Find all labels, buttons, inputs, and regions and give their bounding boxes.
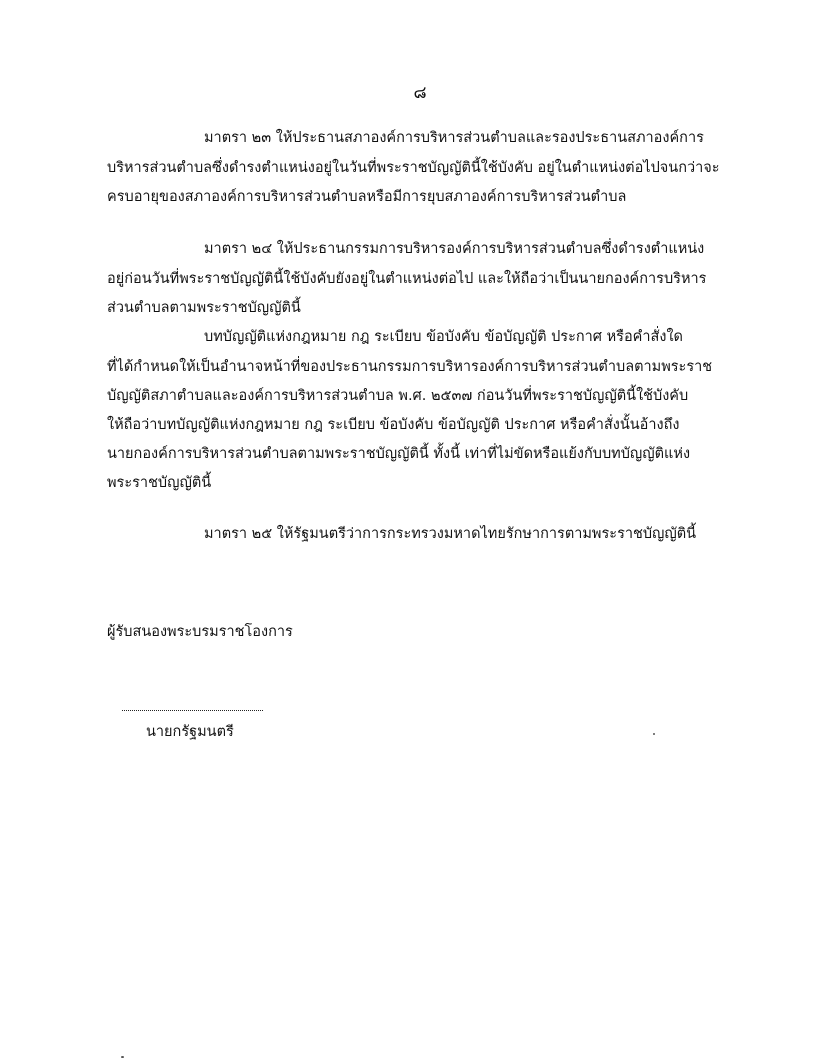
section-24-para2-line-6: พระราชบัญญัตินี้	[107, 475, 212, 491]
scan-speck	[653, 733, 655, 735]
section-24-para2-line-5: นายกองค์การบริหารส่วนตำบลตามพระราชบัญญัตินี้ ทั้งนี้ เท่าที่ไม่ขัดหรือแย้งกับบทบัญญัติแห่ง	[107, 446, 691, 462]
signature-title: นายกรัฐมนตรี	[146, 724, 234, 740]
section-23-line-1: มาตรา ๒๓ ให้ประธานสภาองค์การบริหารส่วนตำบลและรองประธานสภาองค์การ	[204, 130, 704, 146]
section-24-para2-line-2: ที่ได้กำหนดให้เป็นอำนาจหน้าที่ของประธานกรรมการบริหารองค์การบริหารส่วนตำบลตามพระราช	[107, 359, 713, 375]
section-24-line-1: มาตรา ๒๔ ให้ประธานกรรมการบริหารองค์การบริหารส่วนตำบลซึ่งดำรงตำแหน่ง	[204, 241, 705, 257]
page-number: ๘	[413, 83, 427, 103]
section-24-para2-line-3: บัญญัติสภาตำบลและองค์การบริหารส่วนตำบล พ.ศ. ๒๕๓๗ ก่อนวันที่พระราชบัญญัตินี้ใช้บังคับ	[107, 388, 689, 404]
section-23-line-2: บริหารส่วนตำบลซึ่งดำรงตำแหน่งอยู่ในวันที่พระราชบัญญัตินี้ใช้บังคับ อยู่ในตำแหน่งต่อไปจนกว่าจะ	[107, 160, 720, 176]
section-24-line-3: ส่วนตำบลตามพระราชบัญญัตินี้	[107, 300, 301, 316]
countersign-heading: ผู้รับสนองพระบรมราชโองการ	[107, 624, 293, 640]
scan-speck	[121, 1056, 124, 1058]
section-24-para2-line-1: บทบัญญัติแห่งกฎหมาย กฎ ระเบียบ ข้อบังคับ ข้อบัญญัติ ประกาศ หรือคำสั่งใด	[204, 329, 683, 345]
section-24-line-2: อยู่ก่อนวันที่พระราชบัญญัตินี้ใช้บังคับยังอยู่ในตำแหน่งต่อไป และให้ถือว่าเป็นนายกองค์การบริหาร	[107, 271, 707, 287]
section-23-line-3: ครบอายุของสภาองค์การบริหารส่วนตำบลหรือมีการยุบสภาองค์การบริหารส่วนตำบล	[107, 189, 627, 205]
section-24-para2-line-4: ให้ถือว่าบทบัญญัติแห่งกฎหมาย กฎ ระเบียบ ข้อบังคับ ข้อบัญญัติ ประกาศ หรือคำสั่งนั้นอ้างถึง	[107, 417, 680, 433]
section-25-line-1: มาตรา ๒๕ ให้รัฐมนตรีว่าการกระทรวงมหาดไทยรักษาการตามพระราชบัญญัตินี้	[204, 526, 697, 542]
signature-dotted-line	[122, 710, 263, 711]
